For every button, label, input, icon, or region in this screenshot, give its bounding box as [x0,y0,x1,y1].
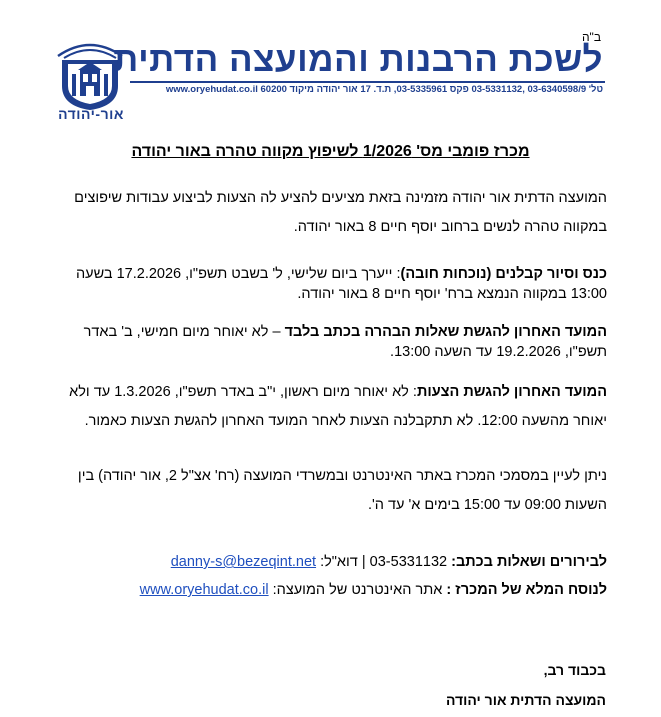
header-divider [130,81,605,83]
viewing-paragraph: ניתן לעיין במסמכי המכרז באתר האינטרנט ובמשרדי המועצה (רח' אצ"ל 2, אור יהודה) בין השעות 09:00 עד 15:00 בימים א' עד ה'. [77,468,607,513]
meeting-label: כנס וסיור קבלנים (נוכחות חובה) [400,266,607,282]
intro-paragraph: המועצה הדתית אור יהודה מזמינה בזאת מציעים להציע לה הצעות לביצוע עבודות שיפוצים במקווה טהרה לנשים ברחוב יוסף חיים 8 באור יהודה. [74,190,607,235]
full-text-text: אתר האינטרנט של המועצה: [268,582,447,598]
questions-paragraph [51,322,607,362]
logo-caption: אור-יהודה [58,106,124,122]
tender-title: מכרז פומבי מס' 1/2026 לשיפוץ מקווה טהרה באור יהודה [131,143,530,160]
meeting-text: : ייערך ביום שלישי, ל' בשבט תשפ"ו, 17.2.2026 בשעה 13:00 במקווה הנמצא ברח' יוסף חיים 8 באור יהודה. [75,266,607,302]
questions-label: המועד האחרון להגשת שאלות הבהרה בכתב בלבד [284,324,607,340]
meeting-paragraph [51,264,607,304]
questions-text: – לא יאוחר מיום חמישי, ב' באדר תשפ"ו, 19.2.2026 עד השעה 13:00. [83,324,607,360]
org-title: לשכת הרבנות והמועצה הדתית [113,40,603,79]
full-text-line [51,576,607,605]
email-link[interactable]: danny-s@bezeqint.net [170,554,317,570]
submission-label: המועד האחרון להגשת הצעות [416,384,607,400]
inquiries-label: לבירורים ושאלות בכתב: [451,554,607,570]
inquiries-line [51,548,607,577]
website-link[interactable]: www.oryehudat.co.il [139,582,269,598]
org-contact: טל' 03-6340598/9 ,03-5331132 פקס 03-5335961, ת.ד. 17 אור יהודה מיקוד 60200 www.oryehudat.co.il [165,84,603,95]
signature-name: המועצה הדתית אור יהודה [445,692,606,708]
bh-mark: ב"ה [581,30,601,44]
signature-closing: בכבוד רב, [543,662,606,678]
inquiries-text: 03-5331132 | דוא"ל: [316,554,452,570]
full-text-label: לנוסח המלא של המכרז : [446,582,607,598]
submission-text: : לא יאוחר מיום ראשון, י"ב באדר תשפ"ו, 1.3.2026 עד ולא יאוחר מהשעה 12:00. לא תתקבלנה הצעות לאחר המועד האחרון להגשת הצעות כאמור. [69,384,607,429]
submission-paragraph [51,378,607,436]
